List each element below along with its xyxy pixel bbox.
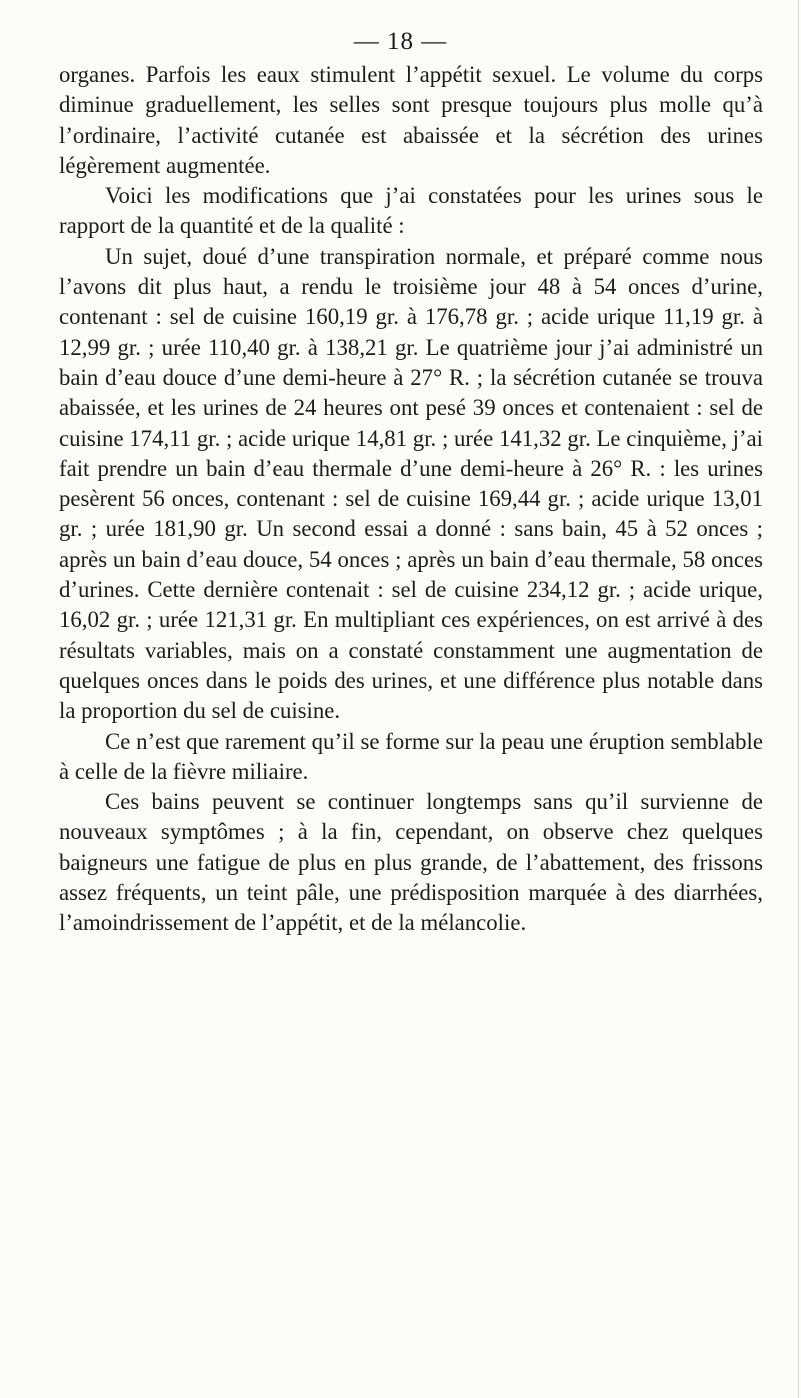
paragraph-continuation: organes. Parfois les eaux stimulent l’appétit sexuel. Le volume du corps diminue graduellement, les selles sont presque toujours plus molle qu’à l’ordinaire, l’activité cutanée est abaissée et la sécrétion des urines légèrement augmentée. [59, 62, 763, 178]
paragraph-symptoms: Ces bains peuvent se continuer longtemps sans qu’il survienne de nouveaux symptômes ; à la fin, cependant, on observe chez quelques baigneurs une fatigue de plus en plus grande, de l’abattement, des frissons assez fréquents, un teint pâle, une prédisposition marquée à des diarrhées, l’amoindrissement de l’appétit, et de la mélancolie. [59, 789, 763, 936]
body-text [59, 60, 763, 939]
paragraph-experiment: Un sujet, doué d’une transpiration normale, et préparé comme nous l’avons dit plus haut, a rendu le troisième jour 48 à 54 onces d’urine, contenant : sel de cuisine 160,19 gr. à 176,78 gr. ; acide urique 11,19 gr. à 12,99 gr. ; urée 110,40 gr. à 138,21 gr. Le quatrième jour j’ai administré un bain d’eau douce d’une demi-heure à 27° R. ; la sécrétion cutanée se trouva abaissée, et les urines de 24 heures ont pesé 39 onces et contenaient : sel de cuisine 174,11 gr. ; acide urique 14,81 gr. ; urée 141,32 gr. Le cinquième, j’ai fait prendre un bain d’eau thermale d’une demi-heure à 26° R. : les urines pesèrent 56 onces, contenant : sel de cuisine 169,44 gr. ; acide urique 13,01 gr. ; urée 181,90 gr. Un second essai a donné : sans bain, 45 à 52 onces ; après un bain d’eau douce, 54 onces ; après un bain d’eau thermale, 58 onces d’urines. Cette dernière contenait : sel de cuisine 234,12 gr. ; acide urique, 16,02 gr. ; urée 121,31 gr. En multipliant ces expériences, on est arrivé à des résultats variables, mais on a constaté constamment une augmentation de quelques onces dans le poids des urines, et une différence plus notable dans la proportion du sel de cuisine. [59, 243, 763, 724]
paragraph-eruption: Ce n’est que rarement qu’il se forme sur la peau une éruption semblable à celle de la fièvre miliaire. [59, 728, 763, 784]
paragraph-urine-intro: Voici les modifications que j’ai constatées pour les urines sous le rapport de la quantité et de la qualité : [59, 183, 763, 239]
page-edge-line [798, 0, 799, 1398]
page-number: — 18 — [353, 28, 448, 55]
